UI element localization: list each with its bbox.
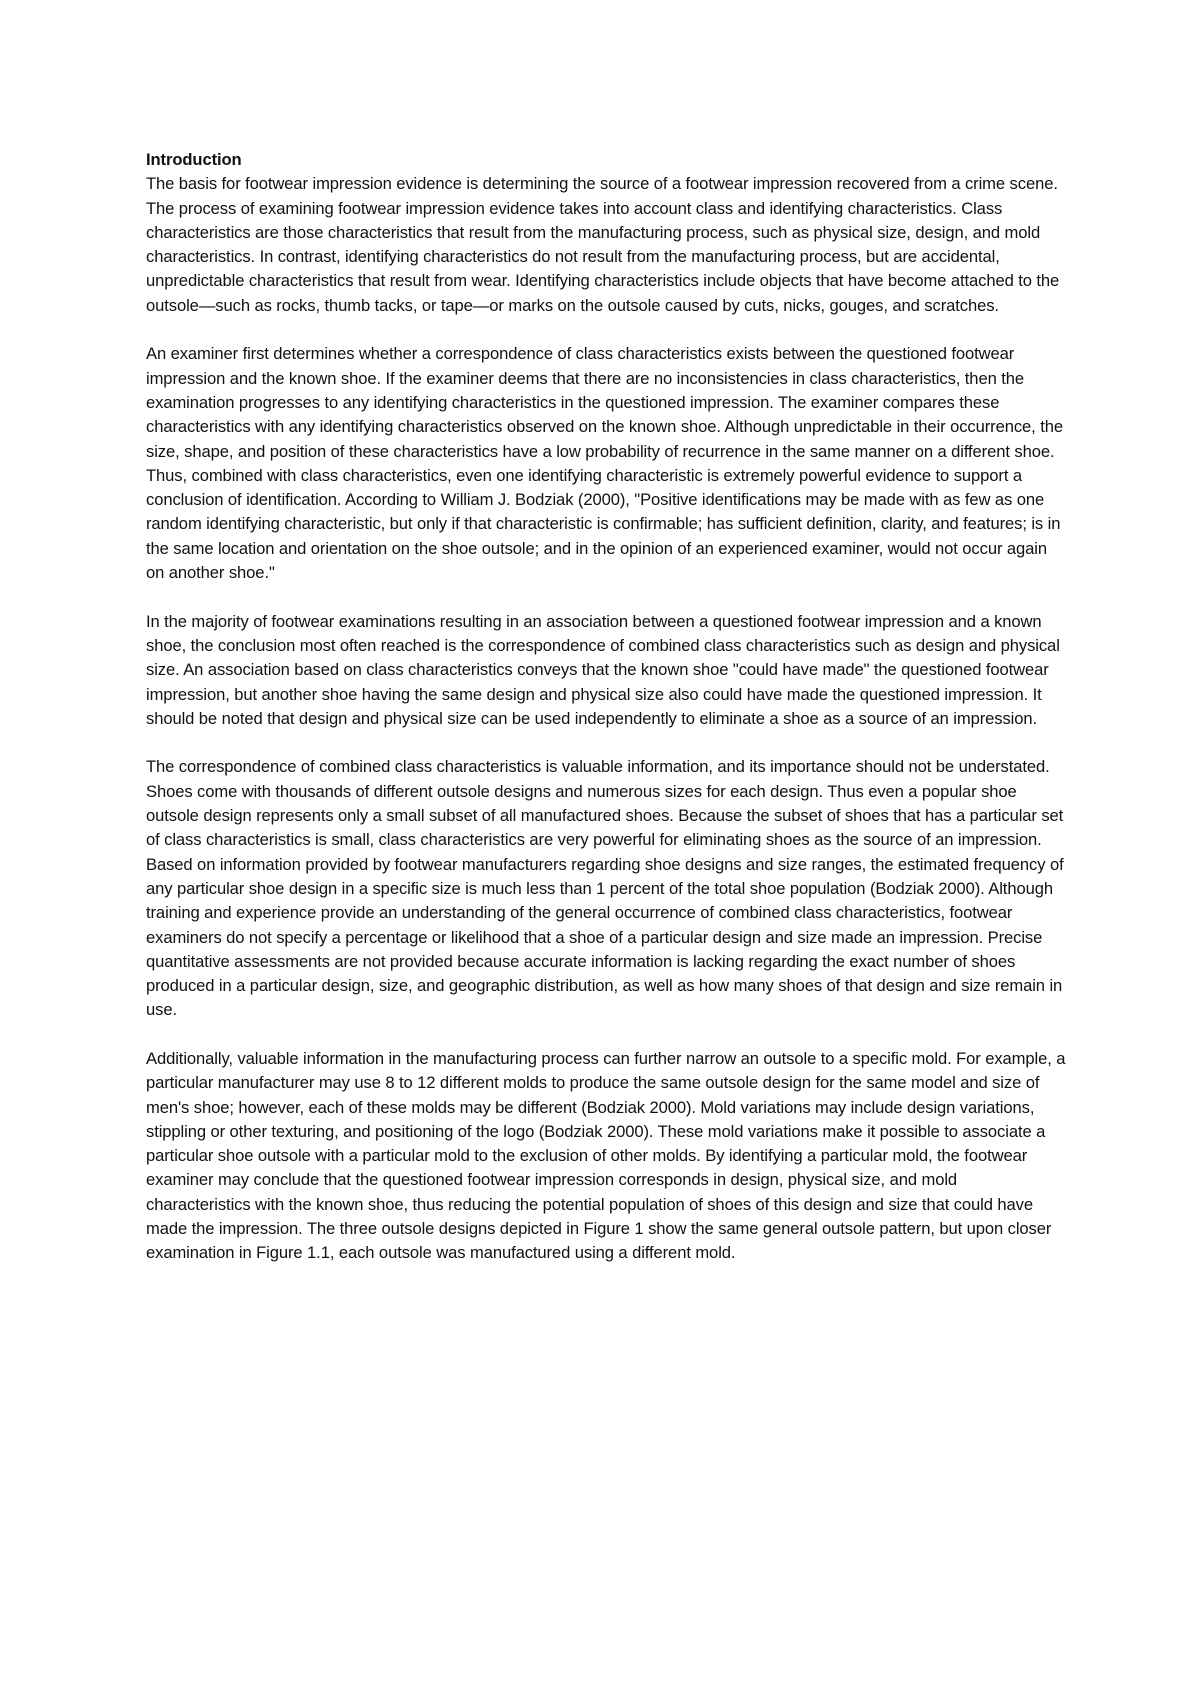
paragraph-3: In the majority of footwear examinations resulting in an association between a questioned footwear impression and a known shoe, the conclusion most often reached is the correspondence of combined class characteristics such as design and physical size. An association based on class characteristics conveys that the known shoe "could have made" the questioned footwear impression, but another shoe having the same design and physical size also could have made the questioned impression. It should be noted that design and physical size can be used independently to eliminate a shoe as a source of an impression. (146, 611, 1060, 728)
paragraph-2: An examiner first determines whether a correspondence of class characteristics exists between the questioned footwear impression and the known shoe. If the examiner deems that there are no inconsistencies in class characteristics, then the examination progresses to any identifying characteristics in the questioned impression. The examiner compares these characteristics with any identifying characteristics observed on the known shoe. Although unpredictable in their occurrence, the size, shape, and position of these characteristics have a low probability of recurrence in the same manner on a different shoe. Thus, combined with class characteristics, even one identifying characteristic is extremely powerful evidence to support a conclusion of identification. According to William J. Bodziak (2000), "Positive identifications may be made with as few as one random identifying characteristic, but only if that characteristic is confirmable; has sufficient definition, clarity, and features; is in the same location and orientation on the shoe outsole; and in the opinion of an experienced examiner, would not occur again on another shoe." (146, 344, 1063, 583)
paragraph-1: The basis for footwear impression evidence is determining the source of a footwear impression recovered from a crime scene. The process of examining footwear impression evidence takes into account class and identifying characteristics. Class characteristics are those characteristics that result from the manufacturing process, such as physical size, design, and mold characteristics. In contrast, identifying characteristics do not result from the manufacturing process, but are accidental, unpredictable characteristics that result from wear. Identifying characteristics include objects that have become attached to the outsole—such as rocks, thumb tacks, or tape—or marks on the outsole caused by cuts, nicks, gouges, and scratches. (146, 174, 1060, 315)
paragraph-5: Additionally, valuable information in the manufacturing process can further narrow an outsole to a specific mold. For example, a particular manufacturer may use 8 to 12 different molds to produce the same outsole design for the same model and size of men's shoe; however, each of these molds may be different (Bodziak 2000). Mold variations may include design variations, stippling or other texturing, and positioning of the logo (Bodziak 2000). These mold variations make it possible to associate a particular shoe outsole with a particular mold to the exclusion of other molds. By identifying a particular mold, the footwear examiner may conclude that the questioned footwear impression corresponds in design, physical size, and mold characteristics with the known shoe, thus reducing the potential population of shoes of this design and size that could have made the impression. The three outsole designs depicted in Figure 1 show the same general outsole pattern, but upon closer examination in Figure 1.1, each outsole was manufactured using a different mold. (146, 1048, 1066, 1263)
section-heading: Introduction (146, 150, 242, 169)
document-body (146, 148, 1066, 1266)
paragraph-4: The correspondence of combined class characteristics is valuable information, and its importance should not be understated. Shoes come with thousands of different outsole designs and numerous sizes for each design. Thus even a popular shoe outsole design represents only a small subset of all manufactured shoes. Because the subset of shoes that has a particular set of class characteristics is small, class characteristics are very powerful for eliminating shoes as the source of an impression. Based on information provided by footwear manufacturers regarding shoe designs and size ranges, the estimated frequency of any particular shoe design in a specific size is much less than 1 percent of the total shoe population (Bodziak 2000). Although training and experience provide an understanding of the general occurrence of combined class characteristics, footwear examiners do not specify a percentage or likelihood that a shoe of a particular design and size made an impression. Precise quantitative assessments are not provided because accurate information is lacking regarding the exact number of shoes produced in a particular design, size, and geographic distribution, as well as how many shoes of that design and size remain in use. (146, 757, 1064, 1020)
